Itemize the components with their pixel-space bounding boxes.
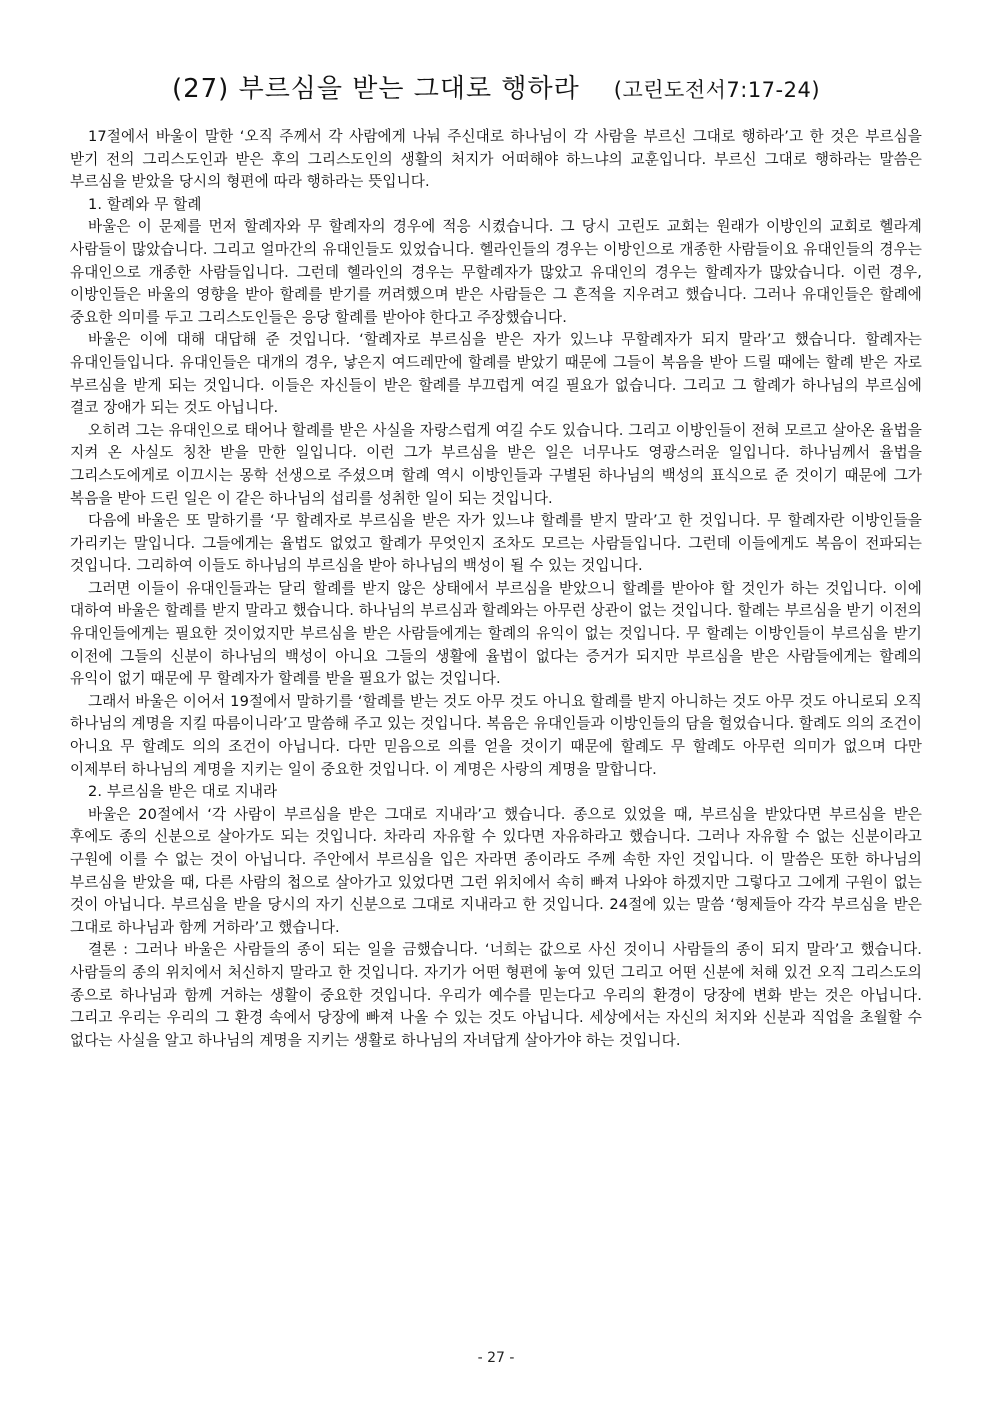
paragraph: 바울은 이에 대해 대답해 준 것입니다. ‘할례자로 부르심을 받은 자가 있느냐 무할례자가 되지 말라’고 했습니다. 할례자는 유대인들입니다. 유대인들은 대개의 경우, 낳은지 여드레만에 할례를 받았기 때문에 그들이 복음을 받아 드릴 때에는 할례 받은 자로 부르심을 받게 되는 것입니다. 이들은 자신들이 받은 할례를 부끄럽게 여길 필요가 없습니다. 그리고 그 할례가 하나님의 부르심에 결코 장애가 되는 것도 아닙니다. (70, 331, 922, 417)
paragraph: 그러면 이들이 유대인들과는 달리 할례를 받지 않은 상태에서 부르심을 받았으니 할례를 받아야 할 것인가 하는 것입니다. 이에 대하여 바울은 할례를 받지 말라고 했습니다. 하나님의 부르심과 할례와는 아무런 상관이 없는 것입니다. 할례는 부르심을 받기 이전의 유대인들에게는 필요한 것이었지만 부르심을 받은 사람들에게는 할례의 유익이 없는 것입니다. 무 할례는 이방인들이 부르심을 받기 이전에 그들의 신분이 하나님의 백성이 아니요 그들의 생활에 율법이 없다는 증거가 되지만 부르심을 받은 사람들에게는 할례의 유익이 없기 때문에 무 할례자가 할례를 받을 필요가 없는 것입니다. (70, 579, 922, 688)
paragraph: 그래서 바울은 이어서 19절에서 말하기를 ‘할례를 받는 것도 아무 것도 아니요 할례를 받지 아니하는 것도 아무 것도 아니로되 오직 하나님의 계명을 지킬 따름이니라’고 말씀해 주고 있는 것입니다. 복음은 유대인들과 이방인들의 담을 헐었습니다. 할례도 의의 조건이 아니요 무 할례도 의의 조건이 아닙니다. 다만 믿음으로 의를 얻을 것이기 때문에 할례도 무 할례도 아무런 의미가 없으며 다만 이제부터 하나님의 계명을 지키는 일이 중요한 것입니다. 이 계명은 사랑의 계명을 말합니다. (70, 692, 922, 778)
paragraph: 바울은 이 문제를 먼저 할례자와 무 할례자의 경우에 적응 시켰습니다. 그 당시 고린도 교회는 원래가 이방인의 교회로 헬라계 사람들이 많았습니다. 그리고 얼마간의 유대인들도 있었습니다. 헬라인들의 경우는 이방인으로 개종한 사람들이요 유대인들의 경우는 유대인으로 개종한 사람들입니다. 그런데 헬라인의 경우는 무할례자가 많았고 유대인의 경우는 할례자가 많았습니다. 이런 경우, 이방인들은 바울의 영향을 받아 할례를 받기를 꺼려했으며 받은 사람들은 그 흔적을 지우려고 했습니다. 그러나 유대인들은 할례에 중요한 의미를 두고 그리스도인들은 응당 할례를 받아야 한다고 주장했습니다. (70, 218, 922, 326)
page-title: (27) 부르심을 받는 그대로 행하라 (171, 74, 580, 104)
section-heading-circumcision: 1. 할례와 무 할례 (88, 195, 202, 213)
title-row (0, 68, 992, 105)
body-text (70, 126, 922, 1052)
paragraph-conclusion: 결론 : 그러나 바울은 사람들의 종이 되는 일을 금했습니다. ‘너희는 값으로 사신 것이니 사람들의 종이 되지 말라’고 했습니다. 사람들의 종의 위치에서 처신하지 말라고 한 것입니다. 자기가 어떤 형편에 놓여 있던 그리고 어떤 신분에 처해 있건 오직 그리스도의 종으로 하나님과 함께 거하는 생활이 중요한 것입니다. 우리가 예수를 믿는다고 우리의 환경이 당장에 변화 받는 것은 아닙니다. 그리고 우리는 우리의 그 환경 속에서 당장에 빠져 나올 수 있는 것도 아닙니다. 세상에서는 자신의 처지와 신분과 직업을 초월할 수 없다는 사실을 알고 하나님의 계명을 지키는 생활로 하나님의 자녀답게 살아가야 하는 것입니다. (70, 941, 922, 1049)
page-number: - 27 - (477, 1350, 515, 1366)
scripture-reference: (고린도전서7:17-24) (613, 78, 821, 102)
paragraph: 다음에 바울은 또 말하기를 ‘무 할례자로 부르심을 받은 자가 있느냐 할례를 받지 말라’고 한 것입니다. 무 할례자란 이방인들을 가리키는 말입니다. 그들에게는 율법도 없었고 할례가 무엇인지 조차도 모르는 사람들입니다. 그런데 이들에게도 복음이 전파되는 것입니다. 그리하여 이들도 하나님의 부르심을 받아 하나님의 백성이 될 수 있는 것입니다. (70, 512, 922, 575)
paragraph: 바울은 20절에서 ‘각 사람이 부르심을 받은 그대로 지내라’고 했습니다. 종으로 있었을 때, 부르심을 받았다면 부르심을 받은 후에도 종의 신분으로 살아가도 되는 것입니다. 차라리 자유할 수 있다면 자유하라고 했습니다. 그러나 자유할 수 없는 신분이라고 구원에 이를 수 없는 것이 아닙니다. 주안에서 부르심을 입은 자라면 종이라도 주께 속한 자인 것입니다. 이 말씀은 또한 하나님의 부르심을 받았을 때, 다른 사람의 첩으로 살아가고 있었다면 그런 위치에서 속히 빠져 나와야 하겠지만 그렇다고 그에게 구원이 없는 것이 아닙니다. 부르심을 받을 당시의 자기 신분으로 그대로 지내라고 한 것입니다. 24절에 있는 말씀 ‘형제들아 각각 부르심을 받은 그대로 하나님과 함께 거하라’고 했습니다. (70, 805, 922, 936)
paragraph: 오히려 그는 유대인으로 태어나 할례를 받은 사실을 자랑스럽게 여길 수도 있습니다. 그리고 이방인들이 전혀 모르고 살아온 율법을 지켜 온 사실도 칭찬 받을 만한 일입니다. 이런 그가 부르심을 받은 일은 너무나도 영광스러운 일입니다. 하나님께서 율법을 그리스도에게로 이끄시는 몽학 선생으로 주셨으며 할례 역시 이방인들과 구별된 하나님의 백성의 표식으로 준 것이기 때문에 그가 복음을 받아 드린 일은 이 같은 하나님의 섭리를 성취한 일이 되는 것입니다. (70, 421, 922, 507)
paragraph-intro: 17절에서 바울이 말한 ‘오직 주께서 각 사람에게 나눠 주신대로 하나님이 각 사람을 부르신 그대로 행하라’고 한 것은 부르심을 받기 전의 그리스도인과 받은 후의 그리스도인의 생활의 처지가 어떠해야 하느냐의 교훈입니다. 부르신 그대로 행하라는 말씀은 부르심을 받았을 당시의 형편에 따라 행하라는 뜻입니다. (70, 128, 922, 191)
section-heading-remain-as-called: 2. 부르심을 받은 대로 지내라 (88, 783, 278, 801)
